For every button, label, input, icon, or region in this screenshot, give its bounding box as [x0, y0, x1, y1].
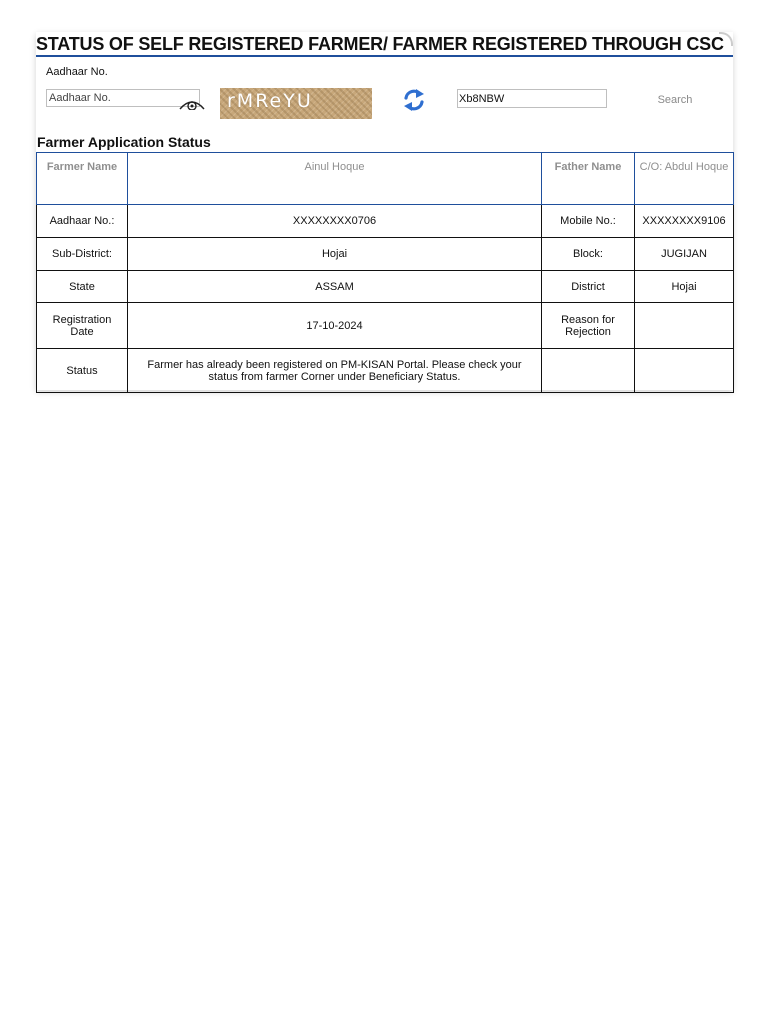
table-row — [37, 349, 734, 393]
captcha-input[interactable] — [457, 89, 607, 108]
status-value: Farmer has already been registered on PM-KISAN Portal. Please check your status from farmer Corner under Beneficiary Status. — [128, 349, 542, 393]
section-title: Farmer Application Status — [37, 134, 211, 150]
eye-icon[interactable] — [179, 96, 205, 110]
aadhaar-label: Aadhaar No. — [46, 66, 108, 78]
page-title: STATUS OF SELF REGISTERED FARMER/ FARMER REGISTERED THROUGH CSC — [36, 33, 733, 57]
farmer-name-value: Ainul Hoque — [128, 153, 542, 205]
father-name-value: C/O: Abdul Hoque — [635, 153, 734, 205]
registration-date-label: Registration Date — [37, 303, 128, 349]
table-row — [37, 271, 734, 303]
status-table — [36, 152, 734, 393]
status-extra-label — [542, 349, 635, 393]
mobile-no-value: XXXXXXXX9106 — [635, 205, 734, 238]
mobile-no-label: Mobile No.: — [542, 205, 635, 238]
district-value: Hojai — [635, 271, 734, 303]
aadhaar-input[interactable] — [46, 89, 200, 107]
block-value: JUGIJAN — [635, 238, 734, 271]
sub-district-label: Sub-District: — [37, 238, 128, 271]
status-label: Status — [37, 349, 128, 393]
table-row — [37, 303, 734, 349]
district-label: District — [542, 271, 635, 303]
aadhaar-no-label: Aadhaar No.: — [37, 205, 128, 238]
rejection-reason-value — [635, 303, 734, 349]
aadhaar-no-value: XXXXXXXX0706 — [128, 205, 542, 238]
status-extra-value — [635, 349, 734, 393]
refresh-icon[interactable] — [402, 87, 426, 113]
state-label: State — [37, 271, 128, 303]
father-name-label: Father Name — [542, 153, 635, 205]
captcha-text: rMReYU — [227, 90, 313, 112]
state-value: ASSAM — [128, 271, 542, 303]
sub-district-value: Hojai — [128, 238, 542, 271]
rejection-reason-label: Reason for Rejection — [542, 303, 635, 349]
block-label: Block: — [542, 238, 635, 271]
captcha-image — [220, 88, 372, 119]
search-button[interactable]: Search — [648, 90, 702, 110]
table-row — [37, 205, 734, 238]
registration-date-value: 17-10-2024 — [128, 303, 542, 349]
table-row — [37, 238, 734, 271]
farmer-name-label: Farmer Name — [37, 153, 128, 205]
table-header-row — [37, 153, 734, 205]
